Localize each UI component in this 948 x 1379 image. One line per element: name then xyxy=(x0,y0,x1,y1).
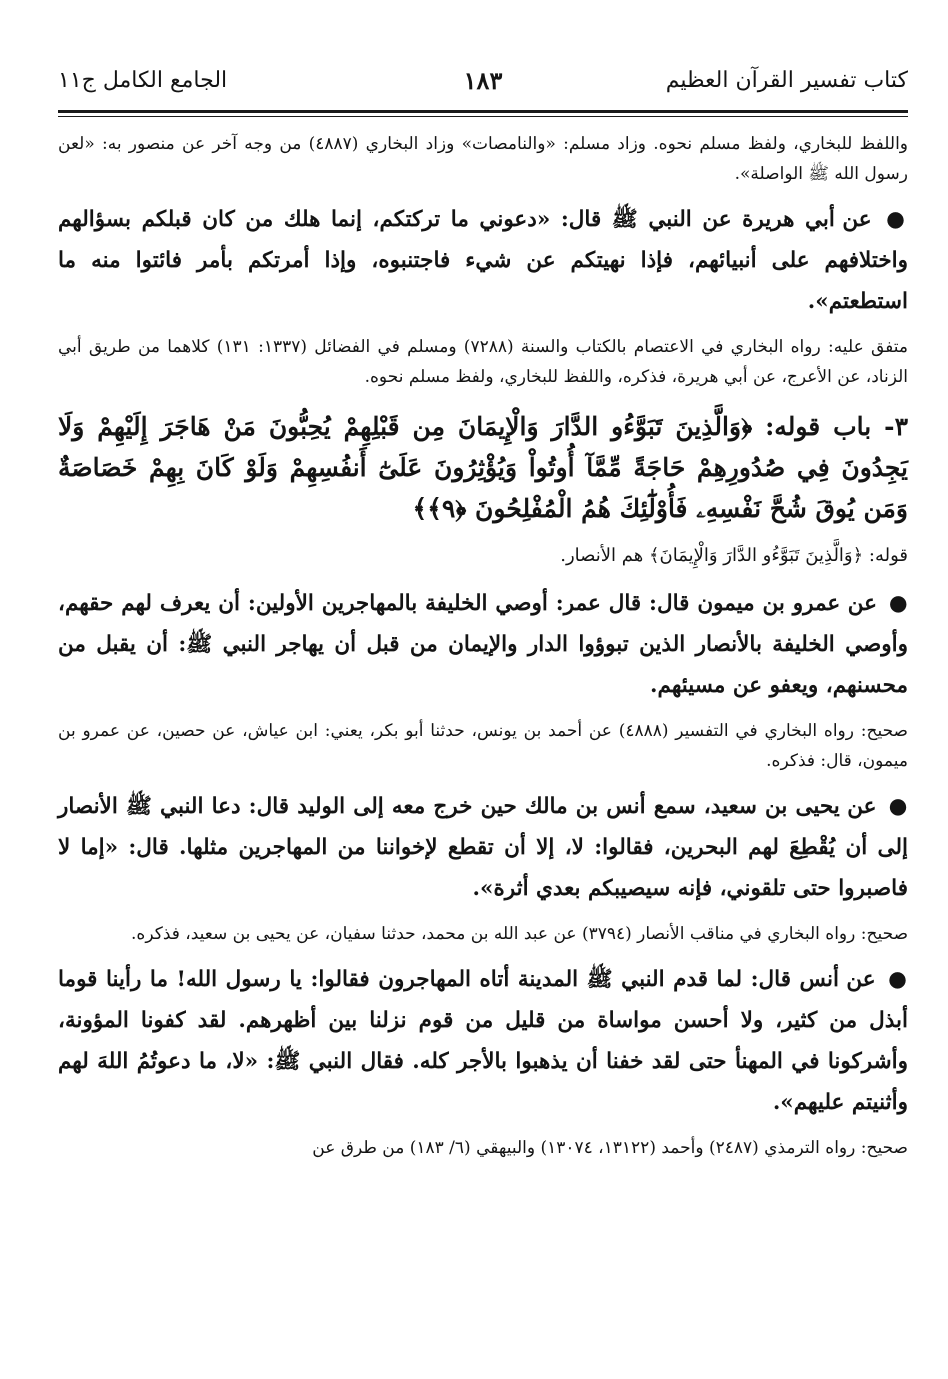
header-rule-thin xyxy=(58,116,908,117)
footnote-source-1: واللفظ للبخاري، ولفظ مسلم نحوه. وزاد مسلم: «والنامصات» وزاد البخاري (٤٨٨٧) من وجه آخر عن منصور به: «لعن رسول الله ﷺ الواصلة». xyxy=(58,134,908,184)
hadith-paragraph-3 xyxy=(58,786,908,909)
footnote-source-2: متفق عليه: رواه البخاري في الاعتصام بالكتاب والسنة (٧٢٨٨) ومسلم في الفضائل (١٣٣٧: ١٣١) كلاهما من طريق أبي الزناد، عن الأعرج، عن أبي هريرة، فذكره، واللفظ للبخاري، ولفظ مسلم نحوه. xyxy=(58,337,908,387)
hadith-paragraph-2 xyxy=(58,583,908,706)
footnote-source-3: صحيح: رواه البخاري في التفسير (٤٨٨٨) عن أحمد بن يونس، حدثنا أبو بكر، يعني: ابن عياش، عن حصين، عن عمرو بن ميمون، قال: فذكره. xyxy=(58,721,908,771)
book-page xyxy=(58,62,908,1163)
header-rule-thick xyxy=(58,110,908,113)
bullet-icon: ● xyxy=(886,207,908,232)
running-header xyxy=(58,62,908,104)
hadith-text-1: عن أبي هريرة عن النبي ﷺ قال: «دعوني ما تركتكم، إنما هلك من كان قبلكم بسؤالهم واختلافهم على أنبيائهم، فإذا نهيتكم عن شيء فاجتنبوه، وإذا أمرتكم بأمر فائتوا منه ما استطعتم». xyxy=(58,207,908,314)
verse-explanation: قوله: ﴿وَالَّذِينَ تَبَوَّءُو الدَّارَ وَالْإِيمَانَ﴾ هم الأنصار. xyxy=(560,545,908,566)
hadith-text-2: عن عمرو بن ميمون قال: قال عمر: أوصي الخليفة بالمهاجرين الأولين: أن يعرف لهم حقهم، وأوصي الخليفة بالأنصار الذين تبوؤوا الدار والإيمان من قبل أن يهاجر النبي ﷺ: أن يقبل من محسنهم، ويعفو عن مسيئهم. xyxy=(58,591,908,698)
hadith-paragraph-4 xyxy=(58,959,908,1123)
hadith-text-4: عن أنس قال: لما قدم النبي ﷺ المدينة أتاه المهاجرون فقالوا: يا رسول الله! ما رأينا قوما أبذل من كثير، ولا أحسن مواساة من قليل من قوم نزلنا بين أظهرهم. لقد كفونا المؤونة، وأشركونا في المهنأ حتى لقد خفنا أن يذهبوا بالأجر كله. فقال النبي ﷺ: «لا، ما دعوتُمُ اللهَ لهم وأثنيتم عليهم». xyxy=(58,967,908,1115)
page-number: ١٨٣ xyxy=(463,66,503,95)
book-title: كتاب تفسير القرآن العظيم xyxy=(665,68,908,93)
footnote-source-4: صحيح: رواه البخاري في مناقب الأنصار (٣٧٩٤) عن عبد الله بن محمد، حدثنا سفيان، عن يحيى بن سعيد، فذكره. xyxy=(131,924,908,944)
section-heading: ٣- باب قوله: ﴿وَالَّذِينَ تَبَوَّءُو الدَّارَ وَالْإِيمَانَ مِن قَبْلِهِمْ يُحِبُّونَ مَنْ هَاجَرَ إِلَيْهِمْ وَلَا يَجِدُونَ فِي صُدُورِهِمْ حَاجَةً مِّمَّآ أُوتُواْ وَيُؤْثِرُونَ عَلَىٰٓ أَنفُسِهِمْ وَلَوْ كَانَ بِهِمْ خَصَاصَةٌ وَمَن يُوقَ شُحَّ نَفْسِهِۦ فَأُوْلَٰٓئِكَ هُمُ الْمُفْلِحُونَ ﴿٩﴾﴾ xyxy=(58,412,908,523)
bullet-icon: ● xyxy=(888,591,908,616)
footnote-source-5: صحيح: رواه الترمذي (٢٤٨٧) وأحمد (١٣١٢٢، ١٣٠٧٤) والبيهقي (٦/ ١٨٣) من طرق عن xyxy=(312,1138,908,1158)
bullet-icon: ● xyxy=(888,967,908,992)
volume-label: الجامع الكامل ج١١ xyxy=(58,68,228,93)
bullet-icon: ● xyxy=(888,794,908,819)
hadith-paragraph-1 xyxy=(58,199,908,322)
hadith-text-3: عن يحيى بن سعيد، سمع أنس بن مالك حين خرج معه إلى الوليد قال: دعا النبي ﷺ الأنصار إلى أن يُقْطِعَ لهم البحرين، فقالوا: لا، إلا أن تقطع لإخواننا من المهاجرين مثلها. قال: «إما لا فاصبروا حتى تلقوني، فإنه سيصيبكم بعدي أثرة». xyxy=(58,794,908,901)
